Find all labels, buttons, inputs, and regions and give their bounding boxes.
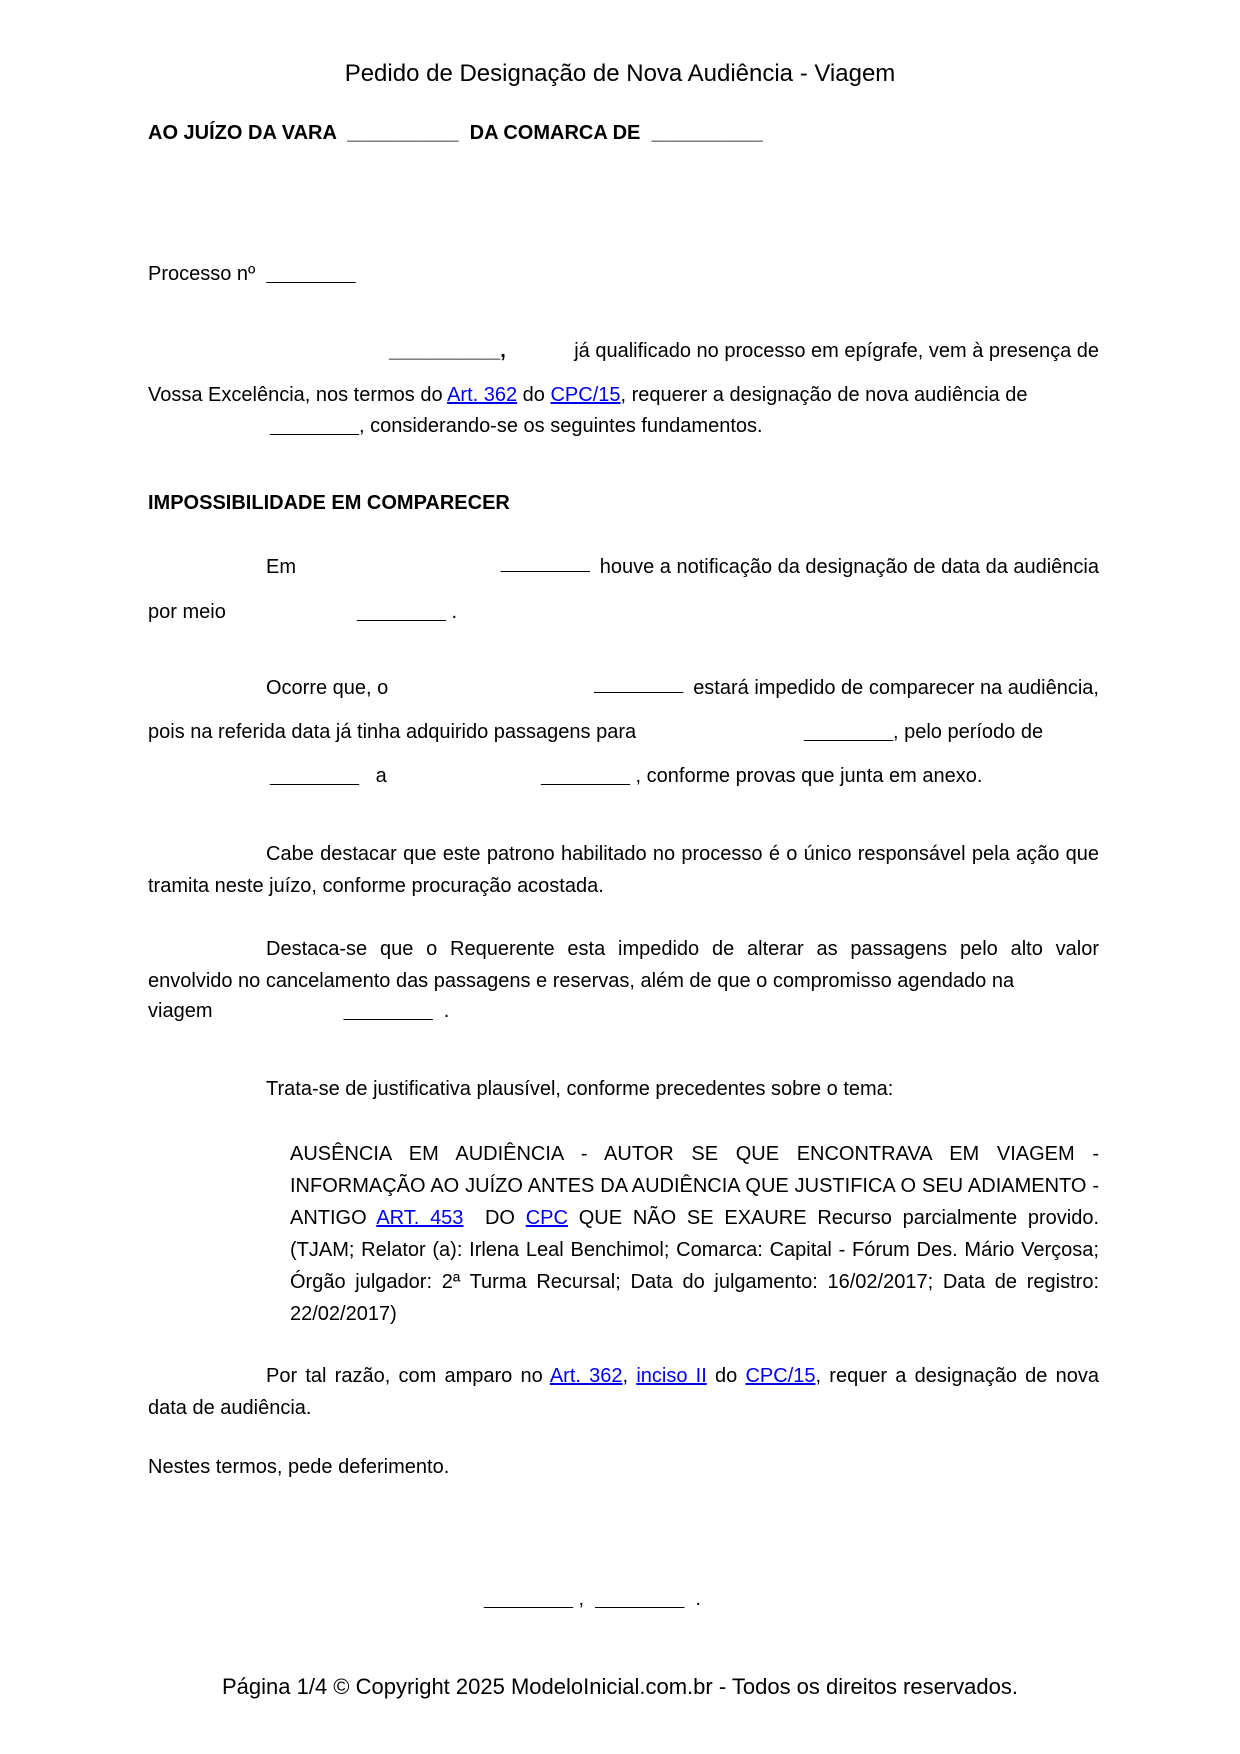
razao-paragraph: Por tal razão, com amparo no Art. 362, inciso II do CPC/15, requer a designação de nova data de audiência. — [148, 1365, 1099, 1419]
place-date-line: __________ , __________ . — [484, 1588, 701, 1610]
intro-line-3: __________, considerando-se os seguintes fundamentos. — [270, 415, 763, 437]
address-middle: DA COMARCA DE — [469, 122, 641, 144]
inciso-ii-link[interactable]: inciso II — [636, 1365, 707, 1387]
intro-line-1: __________, já qualificado no processo em epígrafe, vem à presença de — [389, 340, 1099, 362]
cpc15-link[interactable]: CPC/15 — [550, 384, 621, 406]
cpc-link[interactable]: CPC — [525, 1207, 568, 1229]
destaca-line-3: viagem __________ . — [148, 1000, 450, 1022]
section-title: IMPOSSIBILIDADE EM COMPARECER — [148, 492, 510, 514]
art-362-link[interactable]: Art. 362 — [447, 384, 518, 406]
precedent-quote: AUSÊNCIA EM AUDIÊNCIA - AUTOR SE QUE ENCONTRAVA EM VIAGEM - INFORMAÇÃO AO JUÍZO ANTES DA AUDIÊNCIA QUE JUSTIFICA O SEU ADIAMENTO - ANTIGO ART. 453 DO CPC QUE NÃO SE EXAURE Recurso parcialmente provido. (TJAM; Relator (a): Irlena Leal Benchimol; Comarca: Capital - Fórum Des. Mário Verçosa; Órgão julgador: 2ª Turma Recursal; Data do julgamento: 16/02/2017; Data de registro: 22/02/2017) — [290, 1143, 1099, 1325]
art-453-link[interactable]: ART. 453 — [376, 1207, 464, 1229]
period-end-blank[interactable]: __________ — [541, 769, 630, 786]
date-blank[interactable]: __________ — [595, 1592, 685, 1609]
notification-line-1: Em __________ houve a notificação da designação de data da audiência — [266, 556, 1099, 578]
ocorre-line-3: __________ a — [270, 765, 387, 787]
court-address — [148, 122, 763, 145]
period-start-blank[interactable]: __________ — [270, 769, 359, 786]
vara-blank[interactable]: __________ — [347, 122, 459, 144]
process-label: Processo nº — [148, 263, 256, 285]
place-blank[interactable]: __________ — [484, 1592, 573, 1609]
notification-line-2: por meio __________ . — [148, 601, 458, 623]
person-blank[interactable]: __________ — [594, 677, 684, 694]
ocorre-line-2: pois na referida data já tinha adquirido passagens para — [148, 721, 637, 743]
destination-blank[interactable]: __________ — [804, 725, 893, 742]
intro-text-1: já qualificado no processo em epígrafe, vem à presença de — [574, 340, 1099, 362]
cpc15-link-2[interactable]: CPC/15 — [745, 1365, 816, 1387]
trata-paragraph: Trata-se de justificativa plausível, conforme precedentes sobre o tema: — [266, 1078, 894, 1100]
page-footer: Página 1/4 © Copyright 2025 ModeloInicial.com.br - Todos os direitos reservados. — [222, 1674, 1018, 1699]
closing-text: Nestes termos, pede deferimento. — [148, 1456, 450, 1478]
audience-date-blank[interactable]: __________ — [270, 419, 359, 436]
intro-line-2: Vossa Excelência, nos termos do Art. 362 do CPC/15, requerer a designação de nova audiência de — [148, 384, 1028, 406]
cabe-paragraph: Cabe destacar que este patrono habilitado no processo é o único responsável pela ação que tramita neste juízo, conforme procuração acostada. — [148, 843, 1099, 897]
comarca-blank[interactable]: __________ — [651, 122, 763, 144]
art-362-link-2[interactable]: Art. 362 — [549, 1365, 623, 1387]
ocorre-line-2b: __________, pelo período de — [804, 721, 1044, 743]
ocorre-line-1: Ocorre que, o __________ estará impedido de comparecer na audiência, — [266, 677, 1099, 699]
notification-date-blank[interactable]: __________ — [500, 556, 590, 573]
page-title: Pedido de Designação de Nova Audiência - Viagem — [344, 60, 896, 87]
notification-means-blank[interactable]: __________ — [356, 605, 446, 622]
ocorre-line-3b: __________ , conforme provas que junta em anexo. — [541, 765, 983, 787]
destaca-paragraph: Destaca-se que o Requerente esta impedido de alterar as passagens pelo alto valor envolvido no cancelamento das passagens e reservas, além de que o compromisso agendado na — [148, 938, 1099, 992]
process-blank[interactable]: __________ — [266, 267, 356, 284]
party-name-blank[interactable]: __________ — [389, 340, 501, 362]
trip-commitment-blank[interactable]: __________ — [343, 1004, 433, 1021]
address-prefix: AO JUÍZO DA VARA — [148, 122, 337, 144]
process-number — [148, 263, 355, 286]
